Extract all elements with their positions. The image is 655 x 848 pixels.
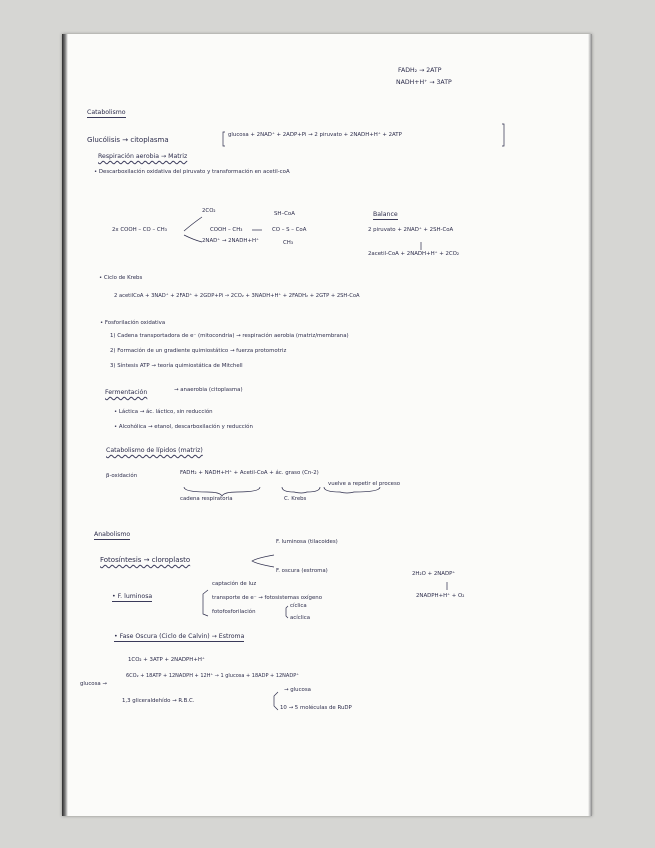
notebook-page xyxy=(62,34,592,816)
co2-arrow xyxy=(184,217,202,231)
left-bracket xyxy=(223,132,225,146)
glucolisis-equation: glucosa + 2NAD⁺ + 2ADP+Pi → 2 piruvato + 2NADH+H⁺ + 2ATP xyxy=(228,132,402,138)
beta-sub-krebs: C. Krebs xyxy=(284,496,307,502)
luminosa-right-1: 2H₂O + 2NADP⁺ xyxy=(412,571,456,577)
fotosintesis-luminosa: F. luminosa (tilacoides) xyxy=(276,539,338,545)
glucolisis-heading: Glucólisis → citoplasma xyxy=(87,136,169,144)
equation-mid: COOH – CH₃ xyxy=(210,227,243,233)
oscura-glucosa: glucosa → xyxy=(80,681,107,687)
luminosa-transporte: transporte de e⁻ → fotosistemas oxígeno xyxy=(212,595,322,601)
beta-brace-1 xyxy=(184,487,260,496)
krebs-heading: • Ciclo de Krebs xyxy=(99,275,143,281)
right-bracket xyxy=(502,124,504,146)
beta-brace-3 xyxy=(324,487,380,493)
balance-line-1: 2 piruvato + 2NAD⁺ + 2SH-CoA xyxy=(368,227,454,233)
equation-nad: 2NAD⁺ → 2NADH+H⁺ xyxy=(202,238,259,244)
balance-title: Balance xyxy=(373,212,398,220)
oscura-line-3: 1,3 gliceraldehído → R.B.C. xyxy=(122,698,195,704)
luminosa-fotofosforilacion: fotofosforilación xyxy=(212,609,256,615)
header-line-fadh: FADH₂ → 2ATP xyxy=(398,67,442,74)
fosforilacion-step-2: 2) Formación de un gradiente quimiostático → fuerza protomotriz xyxy=(110,348,287,354)
luminosa-bracket xyxy=(203,590,208,616)
fotosintesis-heading: Fotosíntesis → cloroplasto xyxy=(100,556,191,564)
equation-left: 2x COOH – CO – CH₃ xyxy=(112,227,167,233)
fotofos-ciclica: cíclica xyxy=(290,603,307,609)
oscura-line-4: → glucosa xyxy=(284,687,311,693)
balance-line-2: 2acetil-CoA + 2NADH+H⁺ + 2CO₂ xyxy=(368,251,460,257)
descarboxilacion-line: • Descarboxilación oxidativa del piruvato y transformación en acetil-coA xyxy=(94,169,290,175)
beta-sub-cadena: cadena respiratoria xyxy=(180,496,233,502)
fermentacion-alcoholica: • Alcohólica → etanol, descarboxilación y reducción xyxy=(114,424,253,430)
krebs-equation: 2 acetilCoA + 3NAD⁺ + 2FAD⁺ + 2GDP+Pi → 2CO₂ + 3NADH+H⁺ + 2FADH₂ + 2GTP + 2SH-CoA xyxy=(114,293,360,299)
fotofos-bracket xyxy=(286,606,288,618)
luminosa-right-2: 2NADPH+H⁺ + O₂ xyxy=(416,593,465,599)
header-line-nadh: NADH+H⁺ → 3ATP xyxy=(396,79,452,86)
oscura-bracket xyxy=(274,692,278,710)
catabolism-title: Catabolismo xyxy=(87,110,126,118)
equation-right: CO – S – CoA xyxy=(272,227,307,233)
respiracion-heading: Respiración aerobia → Matriz xyxy=(98,153,188,160)
photosynthesis-split xyxy=(252,555,274,567)
fermentacion-lactica: • Láctica → ác. láctico, sin reducción xyxy=(114,409,213,415)
beta-oxidacion-label: β-oxidación xyxy=(106,473,138,479)
anabolism-title: Anabolismo xyxy=(94,532,130,540)
beta-brace-2 xyxy=(282,487,320,493)
fermentacion-heading: Fermentación xyxy=(105,389,148,396)
oscura-line-2: 6CO₂ + 18ATP + 12NADPH + 12H⁺ → 1 glucosa + 18ADP + 12NADP⁺ xyxy=(126,673,299,679)
beta-oxidacion-equation: FADH₂ + NADH+H⁺ + Acetil-CoA + ác. graso (Cn-2) xyxy=(180,470,319,476)
fosforilacion-step-3: 3) Síntesis ATP → teoría quimiostática de Mitchell xyxy=(110,363,243,369)
fermentacion-note: → anaerobia (citoplasma) xyxy=(174,387,243,393)
luminosa-captacion: captación de luz xyxy=(212,581,257,587)
equation-sh-coa: SH–CoA xyxy=(274,211,295,217)
equation-ch3: CH₃ xyxy=(283,240,293,246)
oscura-line-1: 1CO₂ + 3ATP + 2NADPH+H⁺ xyxy=(128,657,205,663)
oscura-line-5: 10 → 5 moléculas de RuDP xyxy=(280,705,352,711)
equation-co2: 2CO₂ xyxy=(202,208,216,214)
fase-oscura-heading: • Fase Oscura (Ciclo de Calvin) → Estroma xyxy=(114,634,244,642)
beta-sub-repeat: vuelve a repetir el proceso xyxy=(328,481,401,487)
fotofos-aciclica: acíclica xyxy=(290,615,310,621)
lipidos-heading: Catabolismo de lípidos (matriz) xyxy=(106,447,203,454)
fosforilacion-heading: • Fosforilación oxidativa xyxy=(100,320,166,326)
nad-arrow xyxy=(184,235,202,242)
fotosintesis-oscura: F. oscura (estroma) xyxy=(276,568,328,574)
fase-luminosa-heading: • F. luminosa xyxy=(112,594,152,602)
fosforilacion-step-1: 1) Cadena transportadora de e⁻ (mitocondria) → respiración aerobia (matriz/membrana) xyxy=(110,333,349,339)
